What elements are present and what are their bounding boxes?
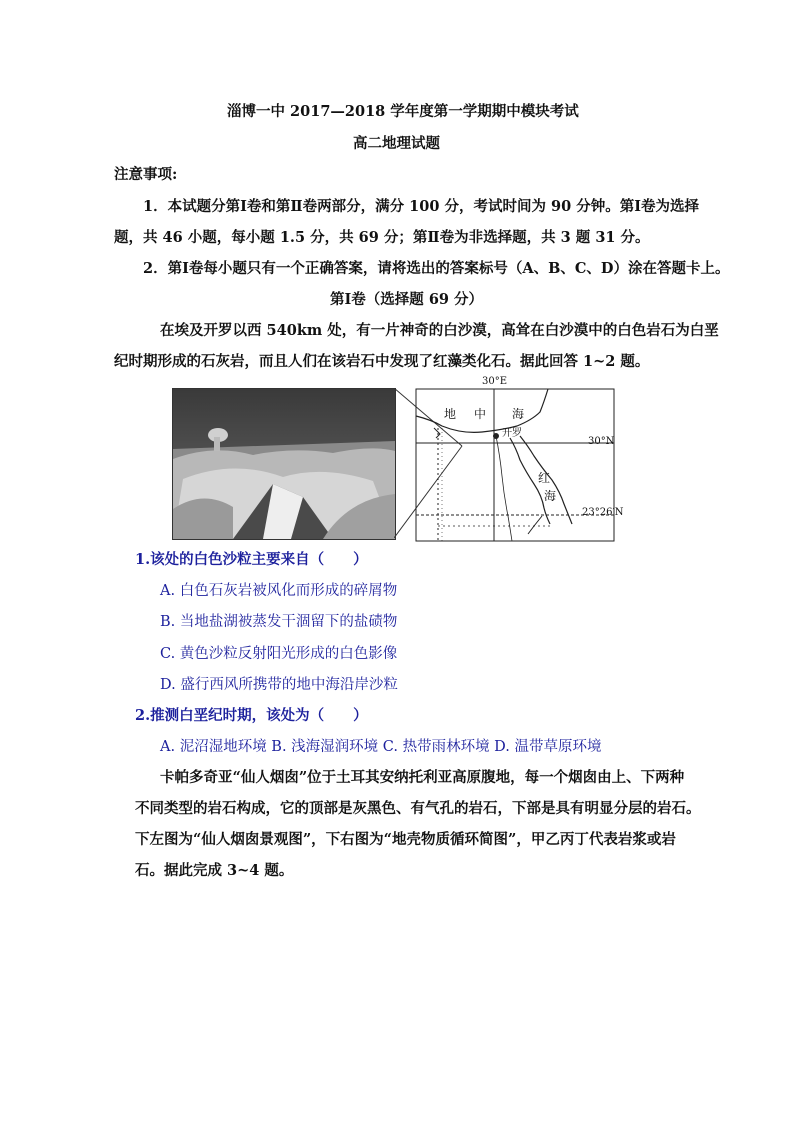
map-lat-1-label: 30°N [588, 436, 615, 447]
notice-heading: 注意事项: [114, 166, 178, 183]
question-1-option-c: C. 黄色沙粒反射阳光形成的白色影像 [160, 646, 398, 662]
notice-item-1-line-2: 题，共 46 小题，每小题 1.5 分，共 69 分；第Ⅱ卷为非选择题，共 3 题 31 分。 [114, 229, 650, 246]
passage-2-line-2: 不同类型的岩石构成，它的顶部是灰黑色、有气孔的岩石，下部是具有明显分层的岩石。 [135, 800, 701, 817]
question-1-option-a: A. 白色石灰岩被风化而形成的碎屑物 [160, 583, 398, 599]
question-1-stem: 1.该处的白色沙粒主要来自（ ） [135, 551, 368, 568]
passage-2-line-1: 卡帕多奇亚“仙人烟囱”位于土耳其安纳托利亚高原腹地，每一个烟囱由上、下两种 [160, 769, 685, 786]
exam-title: 淄博一中 2017—2018 学年度第一学期期中模块考试 [227, 103, 579, 120]
section-title: 第Ⅰ卷（选择题 69 分） [330, 291, 484, 308]
exam-subtitle: 高二地理试题 [353, 135, 440, 152]
map-sea-char-2: 中 [474, 407, 487, 421]
egypt-location-map [392, 376, 624, 544]
passage-2-line-4: 石。据此完成 3~4 题。 [135, 862, 294, 879]
map-longitude-label: 30°E [482, 376, 508, 387]
question-2-stem: 2.推测白垩纪时期，该处为（ ） [135, 707, 368, 724]
notice-item-1-line-1: 1．本试题分第Ⅰ卷和第Ⅱ卷两部分，满分 100 分，考试时间为 90 分钟。第Ⅰ卷为选择 [143, 198, 700, 215]
map-red-sea-char-1: 红 [538, 471, 551, 485]
passage-1-line-2: 纪时期形成的石灰岩，而且人们在该岩石中发现了红藻类化石。据此回答 1~2 题。 [114, 353, 650, 370]
map-red-sea-char-2: 海 [544, 489, 557, 503]
passage-1-line-1: 在埃及开罗以西 540km 处，有一片神奇的白沙漠，高耸在白沙漠中的白色岩石为白垩 [160, 322, 719, 339]
map-lat-2-label: 23°26′N [582, 507, 624, 518]
question-1-option-b: B. 当地盐湖被蒸发干涸留下的盐碛物 [160, 614, 398, 630]
notice-item-2: 2．第Ⅰ卷每小题只有一个正确答案，请将选出的答案标号（A、B、C、D）涂在答题卡上。 [143, 260, 730, 277]
map-sea-char-3: 海 [512, 407, 525, 421]
question-2-options: A. 泥沼湿地环境 B. 浅海湿润环境 C. 热带雨林环境 D. 温带草原环境 [160, 739, 602, 755]
map-city-label: 开罗 [502, 428, 522, 439]
question-1-option-d: D. 盛行西风所携带的地中海沿岸沙粒 [160, 677, 398, 693]
white-desert-photo [172, 388, 396, 540]
map-sea-char-1: 地 [444, 407, 457, 421]
passage-2-line-3: 下左图为“仙人烟囱景观图”，下右图为“地壳物质循环简图”，甲乙丙丁代表岩浆或岩 [135, 831, 676, 848]
